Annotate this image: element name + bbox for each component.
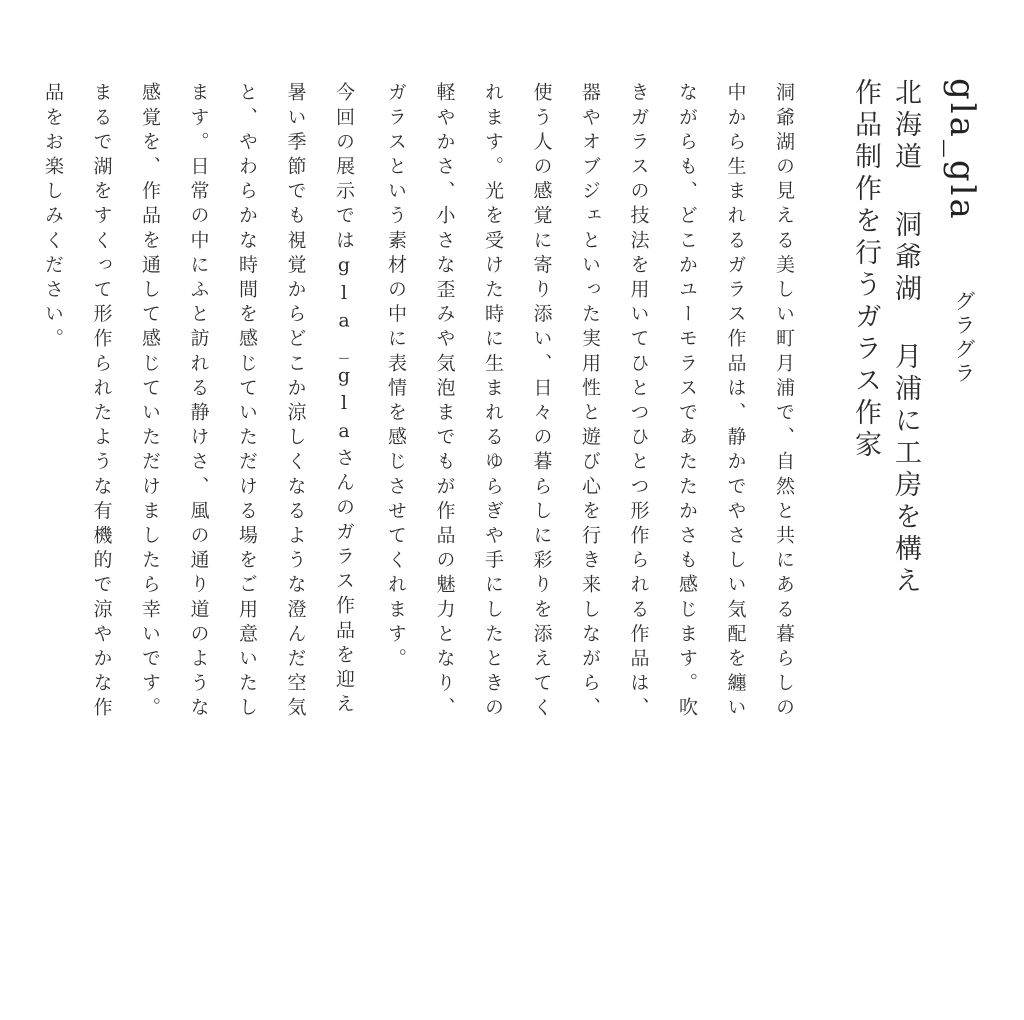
artist-name: gla_gla — [942, 78, 982, 222]
body-paragraph-2: 今回の展示ではgla_glaさんのガラス作品を迎え 暑い季節でも視覚からどこか涼しくなるような澄んだ空気 と、やわらかな時間を感じていただける場をご用意いたし ます。日常の中にふと訪れる静けさ、風の通り道のような 感覚を、作品を通して感じていただけましたら幸いです。 まるで湖をすくって形作られたような有機的で涼やかな作 品をお楽しみください。 — [42, 82, 355, 722]
headline: 北海道 洞爺湖 月浦に工房を構え 作品制作を行うガラス作家 — [850, 78, 921, 598]
artist-name-reading: グラグラ — [952, 290, 976, 386]
body-paragraph-1: 洞爺湖の見える美しい町月浦で、自然と共にある暮らしの 中から生まれるガラス作品は、静かでやさしい気配を纏い ながらも、どこかユーモラスであたたかさも感じます。吹 きガラスの技法を用いてひとつひとつ形作られる作品は、 器やオブジェといった実用性と遊び心を行き来しながら、 使う人の感覚に寄り添い、日々の暮らしに彩りを添えてく れます。光を受けた時に生まれるゆらぎや手にしたときの 軽やかさ、小さな歪みや気泡までもが作品の魅力となり、 ガラスという素材の中に表情を感じさせてくれます。 — [385, 82, 795, 722]
